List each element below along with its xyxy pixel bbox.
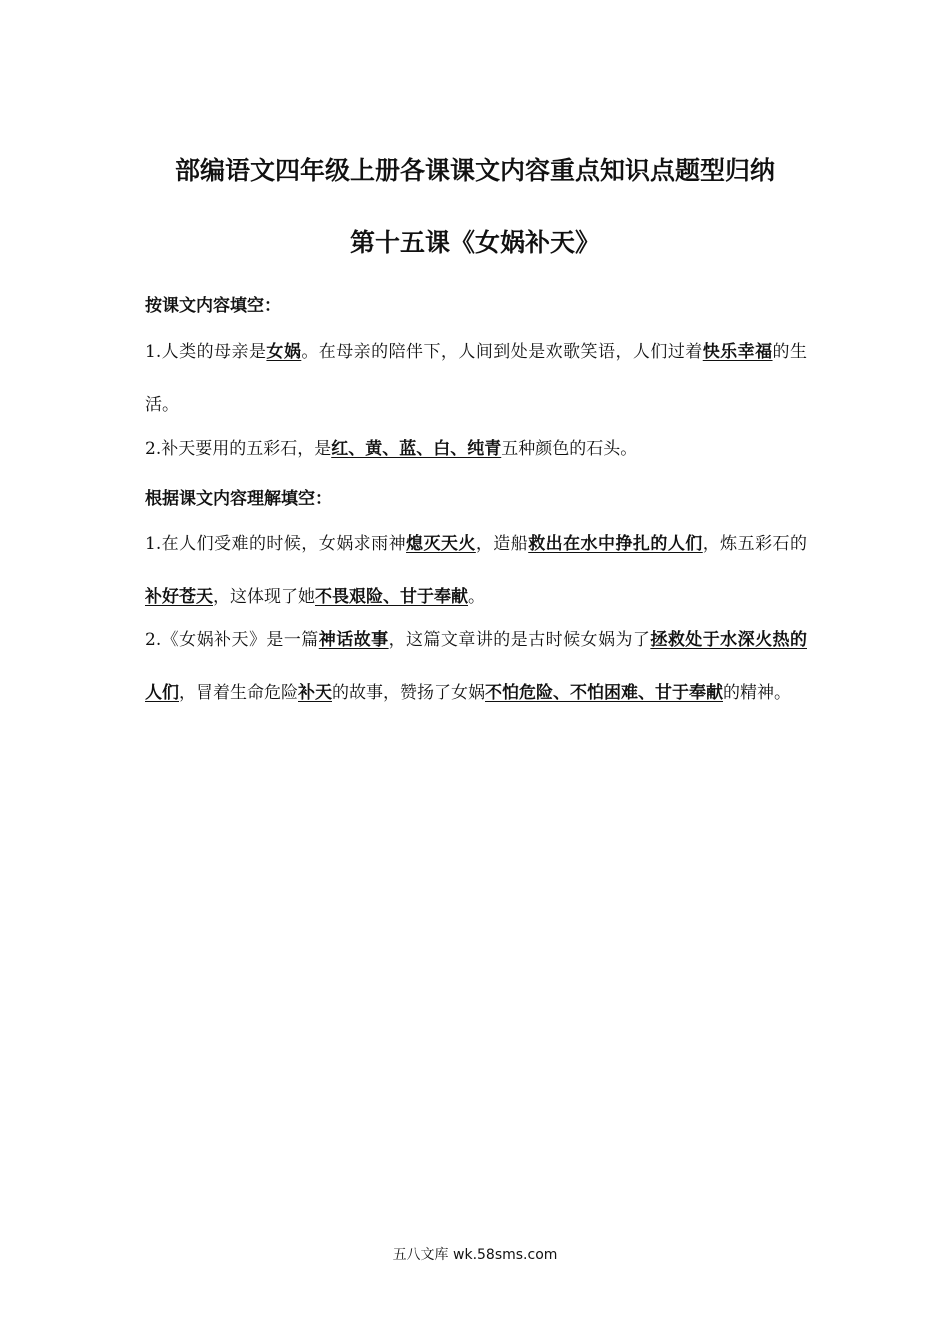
- answer: 补好苍天: [145, 587, 213, 607]
- question-text: 。: [468, 587, 485, 607]
- answer: 神话故事: [318, 630, 389, 650]
- question-text: 2.《女娲补天》是一篇: [145, 630, 319, 650]
- answer: 补天: [298, 683, 332, 703]
- question-text: 的故事，赞扬了女娲: [332, 683, 485, 703]
- question-text: 的生活。: [145, 342, 807, 415]
- answer: 不畏艰险、甘于奉献: [315, 587, 468, 607]
- question-text: 。在母亲的陪伴下，人间到处是欢歌笑语，人们过着: [301, 342, 703, 362]
- question-1-1: [145, 326, 807, 432]
- question-text: ，冒着生命危险: [179, 683, 298, 703]
- question-text: ，造船: [475, 534, 529, 554]
- question-text: ，这篇文章讲的是古时候女娲为了: [388, 630, 651, 650]
- question-text: 2.补天要用的五彩石，是: [145, 439, 332, 459]
- answer: 拯救处于水深火热的人们: [145, 630, 807, 703]
- question-2-2: [145, 614, 807, 720]
- section-heading-comprehension: 根据课文内容理解填空：: [145, 489, 332, 509]
- question-1-2: [145, 423, 807, 476]
- question-text: 的精神。: [723, 683, 791, 703]
- footer-watermark: 五八文库 wk.58sms.com: [392, 1247, 558, 1263]
- answer: 救出在水中挣扎的人们: [528, 534, 703, 554]
- answer: 快乐幸福: [702, 342, 773, 362]
- answer: 不怕危险、不怕困难、甘于奉献: [485, 683, 723, 703]
- question-2-1: [145, 518, 807, 624]
- question-text: 1.在人们受难的时候，女娲求雨神: [145, 534, 407, 554]
- document-title: 部编语文四年级上册各课课文内容重点知识点题型归纳: [174, 156, 775, 185]
- question-text: ，这体现了她: [213, 587, 315, 607]
- question-text: ，炼五彩石的: [702, 534, 807, 554]
- answer: 女娲: [266, 342, 302, 362]
- section-heading-fill-blank: 按课文内容填空：: [145, 296, 281, 316]
- question-text: 1.人类的母亲是: [145, 342, 267, 362]
- answer: 熄灭天火: [406, 534, 476, 554]
- lesson-title: 第十五课《女娲补天》: [349, 228, 600, 257]
- question-text: 五种颜色的石头。: [501, 439, 638, 459]
- answer: 红、黄、蓝、白、纯青: [331, 439, 502, 459]
